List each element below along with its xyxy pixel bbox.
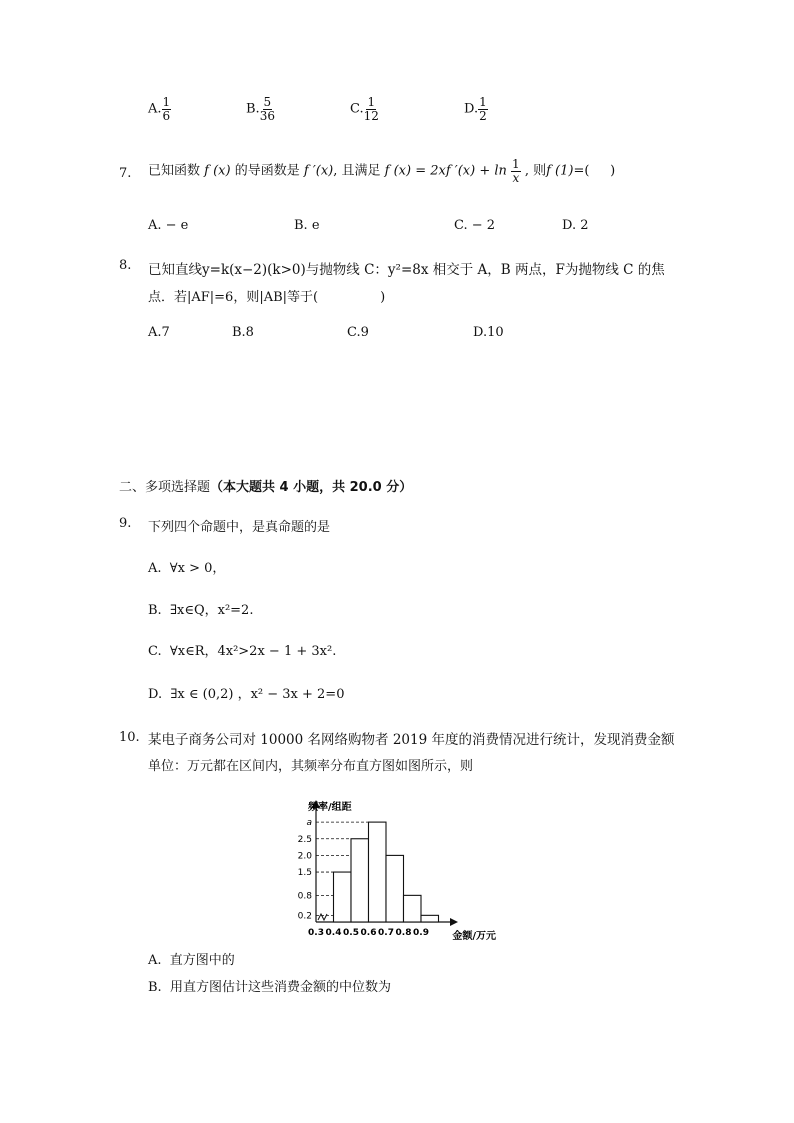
q7-option-d[interactable]: D. 2	[562, 218, 589, 233]
q9-option-d[interactable]: D. ∃x ∈ (0,2) ，x² − 3x + 2=0	[148, 687, 345, 702]
q9-option-b[interactable]: B. ∃x∈Q，x²=2.	[148, 603, 254, 618]
q9-number: 9.	[119, 516, 132, 531]
x-tick-label: 0.6	[360, 928, 377, 938]
x-tick-label: 0.9	[413, 928, 429, 938]
q10-option-b[interactable]: B. 用直方图估计这些消费金额的中位数为	[148, 980, 391, 995]
q6-option-a[interactable]: A. $\frac{1}{6}$	[148, 95, 171, 123]
x-axis-title: 金额/万元	[452, 931, 496, 942]
q8-number: 8.	[119, 258, 132, 273]
q8-option-a[interactable]: A.7	[148, 325, 170, 340]
q9-option-a[interactable]: A. ∀x > 0，	[148, 561, 226, 576]
q7-option-a[interactable]: A. − e	[148, 218, 189, 233]
q10-option-a[interactable]: A. 直方图中的	[148, 953, 235, 968]
q7-option-b[interactable]: B. e	[294, 218, 320, 233]
q8-option-c[interactable]: C.9	[347, 325, 369, 340]
q6-option-d[interactable]: D. $\frac{1}{2}$	[464, 95, 487, 123]
q8-option-d[interactable]: D.10	[473, 325, 504, 340]
x-tick-label: 0.7	[378, 928, 394, 938]
y-axis-title: 频率/组距	[308, 802, 352, 813]
q10-number: 10.	[119, 730, 140, 745]
x-tick-label: 0.3	[308, 928, 324, 938]
histogram-bar	[421, 915, 439, 922]
q7-stem: 已知函数 f (x) 的导函数是 f ′(x), 且满足 f (x) = 2xf ′(x) + ln $\frac{1}{x}$ , 则f (1)=( )	[148, 157, 616, 185]
histogram-bar	[369, 822, 387, 922]
histogram-bar	[334, 872, 352, 922]
y-tick-label: 1.5	[297, 868, 312, 879]
q6-option-c[interactable]: C. $\frac{1}{12}$	[350, 95, 379, 123]
y-tick-label: 0.8	[297, 891, 312, 902]
y-tick-label: a	[306, 818, 312, 829]
q9-stem: 下列四个命题中，是真命题的是	[148, 520, 331, 535]
x-tick-label: 0.5	[343, 928, 359, 938]
q8-line2: 点．若|AF|=6，则|AB|等于( )	[148, 290, 386, 305]
section-2-header: 二、多项选择题（本大题共 4 小题，共 20.0 分）	[119, 480, 413, 495]
q6-option-b[interactable]: B. $\frac{5}{36}$	[246, 95, 275, 123]
q8-option-b[interactable]: B.8	[232, 325, 254, 340]
q10-line2: 单位：万元都在区间内，其频率分布直方图如图所示，则	[148, 759, 474, 774]
frequency-histogram	[290, 798, 510, 946]
histogram-bar	[386, 855, 404, 922]
y-tick-label: 2.0	[297, 851, 312, 862]
histogram-bar	[351, 839, 369, 922]
q10-line1: 某电子商务公司对 10000 名网络购物者 2019 年度的消费情况进行统计，发现消费金额	[148, 732, 675, 748]
x-tick-label: 0.8	[395, 928, 412, 938]
q7-option-c[interactable]: C. − 2	[454, 218, 496, 233]
axis-break-mark	[318, 914, 327, 920]
y-tick-label: 2.5	[297, 834, 312, 845]
q9-option-c[interactable]: C. ∀x∈R，4x²>2x − 1 + 3x².	[148, 644, 337, 659]
histogram-bar	[404, 895, 422, 922]
y-tick-label: 0.2	[297, 911, 312, 922]
q7-number: 7.	[119, 166, 132, 181]
q8-line1: 已知直线y=k(x−2)(k>0)与抛物线 C：y²=8x 相交于 A，B 两点，F为抛物线 C 的焦	[148, 262, 665, 278]
x-tick-label: 0.4	[325, 928, 342, 938]
